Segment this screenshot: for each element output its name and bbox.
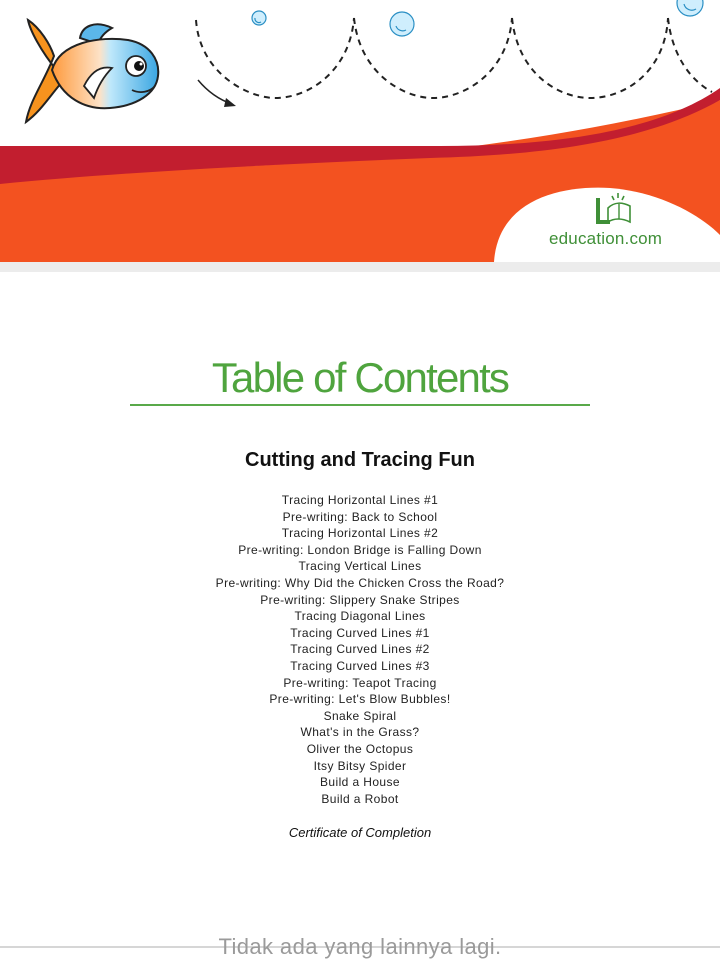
- toc-item[interactable]: Tracing Curved Lines #2: [290, 642, 430, 657]
- toc-item[interactable]: Build a Robot: [321, 791, 399, 806]
- toc-item[interactable]: Tracing Curved Lines #1: [290, 625, 430, 640]
- education-logo-icon: [590, 192, 634, 228]
- dashed-tracing-path: [196, 18, 712, 98]
- title-divider: [130, 404, 590, 406]
- toc-item[interactable]: Pre-writing: London Bridge is Falling Down: [238, 542, 482, 557]
- toc-item[interactable]: Oliver the Octopus: [306, 741, 414, 756]
- toc-item[interactable]: Pre-writing: Why Did the Chicken Cross the Road?: [215, 575, 505, 590]
- brand-logo[interactable]: education.com: [549, 229, 663, 248]
- toc-item[interactable]: Pre-writing: Slippery Snake Stripes: [260, 592, 460, 607]
- toc-item[interactable]: Pre-writing: Let's Blow Bubbles!: [269, 692, 451, 707]
- toc-list: [0, 492, 720, 807]
- end-of-content-message: Tidak ada yang lainnya lagi.: [218, 934, 502, 959]
- toc-item[interactable]: Itsy Bitsy Spider: [313, 758, 407, 773]
- toc-item[interactable]: Tracing Diagonal Lines: [294, 609, 426, 624]
- bubble-icons: [252, 0, 703, 36]
- page-title: Table of Contents: [211, 354, 509, 401]
- fish-icon: [26, 20, 158, 122]
- toc-item[interactable]: Snake Spiral: [323, 708, 397, 723]
- toc-item[interactable]: Tracing Horizontal Lines #1: [281, 493, 439, 507]
- section-heading: Cutting and Tracing Fun: [245, 449, 475, 471]
- toc-item[interactable]: Pre-writing: Back to School: [282, 509, 438, 524]
- toc-item[interactable]: What's in the Grass?: [300, 725, 420, 740]
- toc-item[interactable]: Tracing Curved Lines #3: [290, 658, 430, 673]
- certificate-entry[interactable]: Certificate of Completion: [288, 825, 432, 840]
- toc-item[interactable]: Pre-writing: Teapot Tracing: [283, 675, 437, 690]
- toc-item[interactable]: Build a House: [320, 775, 400, 790]
- toc-item[interactable]: Tracing Vertical Lines: [298, 559, 422, 574]
- toc-item[interactable]: Tracing Horizontal Lines #2: [281, 526, 439, 541]
